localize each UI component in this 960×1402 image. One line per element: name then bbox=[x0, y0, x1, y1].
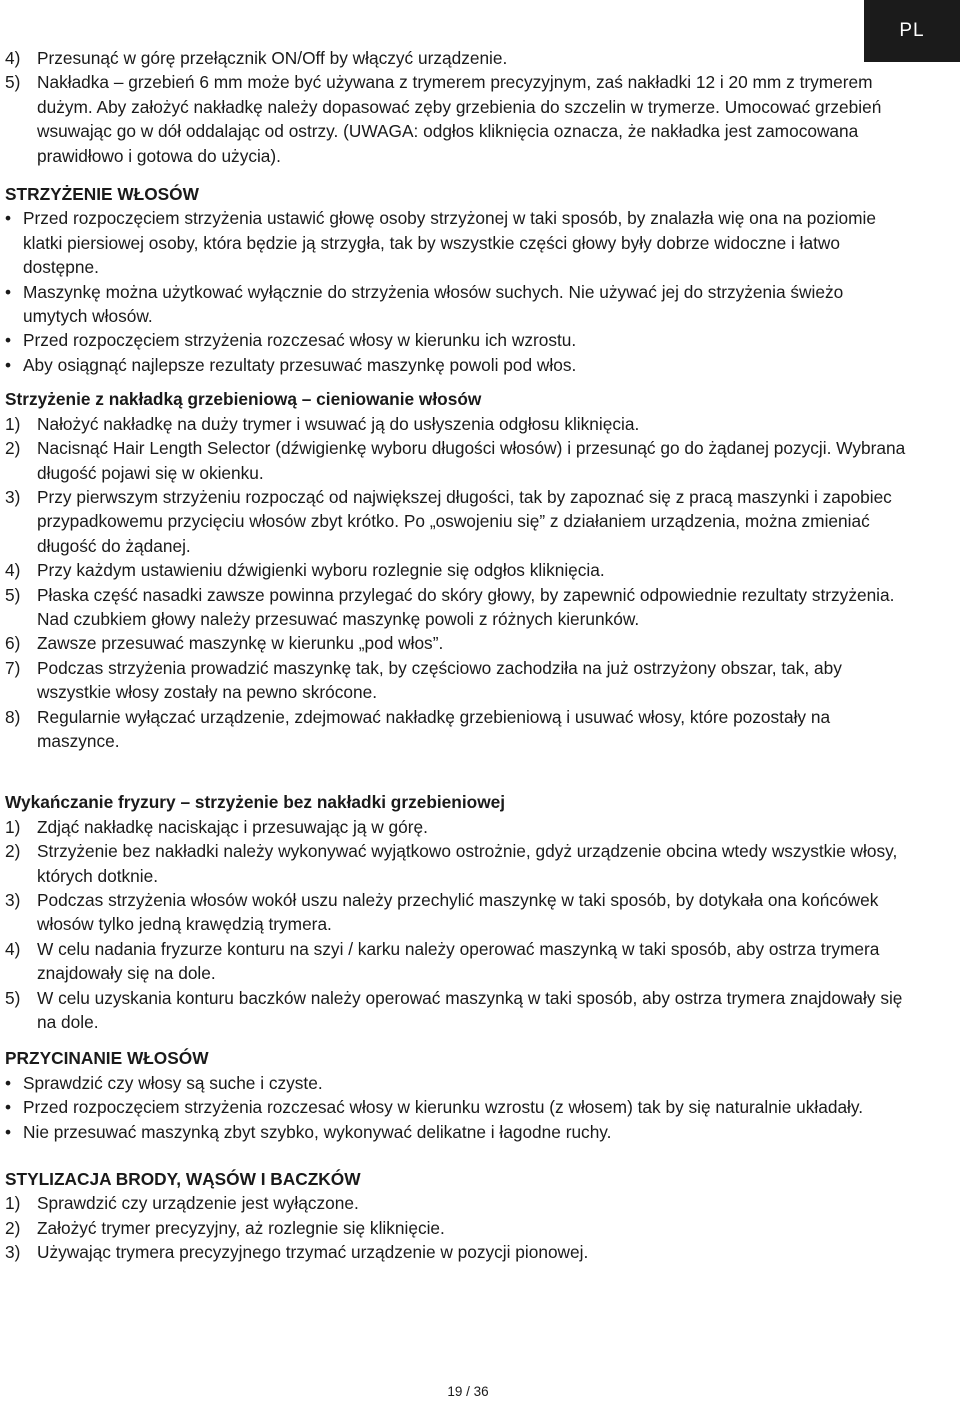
item-number: 6) bbox=[5, 633, 21, 654]
section-heading: Wykańczanie fryzury – strzyżenie bez nakładki grzebieniowej bbox=[5, 792, 506, 813]
bullet-item bbox=[5, 1120, 910, 1144]
item-number: 2) bbox=[5, 841, 21, 862]
bullet-item bbox=[5, 353, 910, 377]
page-content bbox=[5, 46, 910, 1265]
item-text: W celu uzyskania konturu baczków należy operować maszynką w taki sposób, aby ostrza trymera znajdowały się na dole. bbox=[37, 987, 903, 1033]
item-number: 4) bbox=[5, 48, 21, 68]
item-number: 3) bbox=[5, 890, 21, 910]
bullet-marker: • bbox=[5, 1121, 12, 1142]
item-text: W celu nadania fryzurze konturu na szyi / karku należy operować maszynką w taki sposób, aby ostrza trymera znajdowały się na dole. bbox=[37, 938, 880, 984]
bullet-text: Sprawdzić czy włosy są suche i czyste. bbox=[23, 1072, 323, 1093]
bullet-item bbox=[5, 1095, 910, 1119]
bullet-text: Maszynkę można użytkować wyłącznie do strzyżenia włosów suchych. Nie używać jej do strzyżenia świeżo umytych włosów. bbox=[23, 281, 844, 327]
section-heading: STYLIZACJA BRODY, WĄSÓW I BACZKÓW bbox=[5, 1169, 361, 1190]
item-number: 5) bbox=[5, 72, 21, 93]
item-text: Regularnie wyłączać urządzenie, zdejmować nakładkę grzebieniową i usuwać włosy, które pozostały na maszynce. bbox=[37, 706, 831, 751]
section-heading: PRZYCINANIE WŁOSÓW bbox=[5, 1048, 209, 1069]
bullet-marker: • bbox=[5, 330, 12, 351]
item-text: Strzyżenie bez nakładki należy wykonywać wyjątkowo ostrożnie, gdyż urządzenie obcina wtedy wszystkie włosy, których dotknie. bbox=[37, 841, 898, 886]
list-item bbox=[5, 436, 910, 485]
bullet-text: Aby osiągnąć najlepsze rezultaty przesuwać maszynkę powoli pod włos. bbox=[23, 354, 577, 375]
intro-list bbox=[5, 46, 910, 168]
item-text: Nacisnąć Hair Length Selector (dźwigienkę wyboru długości włosów) i przesunąć go do żądanej pozycji. Wybrana długość pojawi się w okienku. bbox=[37, 438, 906, 483]
list-item bbox=[5, 1240, 910, 1264]
list-item bbox=[5, 815, 910, 839]
bullet-marker: • bbox=[5, 1072, 12, 1093]
bullet-text: Nie przesuwać maszynką zbyt szybko, wykonywać delikatne i łagodne ruchy. bbox=[23, 1121, 612, 1142]
item-number: 5) bbox=[5, 584, 21, 605]
item-text: Sprawdzić czy urządzenie jest wyłączone. bbox=[37, 1193, 359, 1214]
list-item bbox=[5, 839, 910, 888]
list-item bbox=[5, 1191, 910, 1215]
section-beard-styling bbox=[5, 1167, 910, 1265]
item-text: Używając trymera precyzyjnego trzymać urządzenie w pozycji pionowej. bbox=[37, 1242, 589, 1263]
item-text: Podczas strzyżenia włosów wokół uszu należy przechylić maszynkę w taki sposób, by dotykała ona końcówek włosów tylko jedną krawędzią trymera. bbox=[37, 890, 879, 935]
item-number: 2) bbox=[5, 438, 21, 459]
item-number: 1) bbox=[5, 1193, 21, 1214]
section-heading: STRZYŻENIE WŁOSÓW bbox=[5, 184, 199, 205]
item-text: Przesunąć w górę przełącznik ON/Off by włączyć urządzenie. bbox=[37, 48, 508, 68]
bullet-marker: • bbox=[5, 1097, 12, 1118]
section-haircutting bbox=[5, 182, 910, 377]
bullet-marker: • bbox=[5, 354, 12, 375]
item-text: Płaska część nasadki zawsze powinna przylegać do skóry głowy, by zapewnić odpowiednie rezultaty strzyżenia. Nad czubkiem głowy należy przesuwać maszynkę powoli z różnych kierunków. bbox=[37, 584, 895, 629]
list-item bbox=[5, 485, 910, 558]
section-heading: Strzyżenie z nakładką grzebieniową – cieniowanie włosów bbox=[5, 389, 482, 410]
item-number: 4) bbox=[5, 938, 21, 959]
item-number: 3) bbox=[5, 1242, 21, 1263]
section-comb-attachment bbox=[5, 387, 910, 753]
bullet-item bbox=[5, 206, 910, 279]
item-number: 8) bbox=[5, 706, 21, 727]
bullet-item bbox=[5, 328, 910, 352]
list-item bbox=[5, 705, 910, 754]
list-item bbox=[5, 46, 910, 70]
bullet-marker: • bbox=[5, 281, 12, 302]
page-number: 19 / 36 bbox=[447, 1384, 489, 1399]
item-text: Zawsze przesuwać maszynkę w kierunku „pod włos”. bbox=[37, 633, 444, 654]
list-item bbox=[5, 631, 910, 655]
list-item bbox=[5, 70, 910, 168]
list-item bbox=[5, 583, 910, 632]
item-text: Podczas strzyżenia prowadzić maszynkę tak, by częściowo zachodziła na już ostrzyżony obszar, tak, aby wszystkie włosy zostały na pewno skrócone. bbox=[37, 657, 842, 703]
item-number: 4) bbox=[5, 560, 21, 581]
bullet-marker: • bbox=[5, 208, 12, 229]
item-text: Nałożyć nakładkę na duży trymer i wsuwać ją do usłyszenia odgłosu kliknięcia. bbox=[37, 413, 640, 434]
section-trimming bbox=[5, 1046, 910, 1144]
list-item bbox=[5, 1216, 910, 1240]
item-number: 2) bbox=[5, 1217, 21, 1238]
item-text: Nakładka – grzebień 6 mm może być używana z trymerem precyzyjnym, zaś nakładki 12 i 20 mm z trymerem dużym. Aby założyć nakładkę należy dopasować zęby grzebienia do szczelin w trymerze. Umocować grzebień wsuwając go w dół oddalając od ostrzy. (UWAGA: odgłos kliknięcia oznacza, że nakładka jest zamocowana prawidłowo i gotowa do użycia). bbox=[37, 72, 882, 166]
section-finishing bbox=[5, 790, 910, 1034]
item-number: 3) bbox=[5, 486, 21, 507]
bullet-text: Przed rozpoczęciem strzyżenia rozczesać włosy w kierunku wzrostu (z włosem) tak by się naturalnie układały. bbox=[23, 1097, 864, 1118]
item-text: Zdjąć nakładkę naciskając i przesuwając ją w górę. bbox=[37, 816, 428, 837]
item-number: 1) bbox=[5, 816, 21, 837]
item-number: 7) bbox=[5, 657, 21, 678]
item-text: Przy każdym ustawieniu dźwigienki wyboru rozlegnie się odgłos kliknięcia. bbox=[37, 560, 605, 581]
list-item bbox=[5, 656, 910, 705]
bullet-text: Przed rozpoczęciem strzyżenia ustawić głowę osoby strzyżonej w taki sposób, by znalazła wię ona na poziomie klatki piersiowej osoby, która będzie ją strzygła, tak by wszystkie części głowy były dobrze widoczne i łatwo dostępne. bbox=[23, 208, 876, 278]
list-item bbox=[5, 558, 910, 582]
list-item bbox=[5, 937, 910, 986]
item-text: Przy pierwszym strzyżeniu rozpocząć od największej długości, tak by zapoznać się z pracą maszynki i zapobiec przypadkowemu przycięciu włosów zbyt krótko. Po „oswojeniu się” z działaniem urządzenia, można zmieniać długość do żądanej. bbox=[37, 486, 892, 556]
list-item bbox=[5, 888, 910, 937]
item-number: 5) bbox=[5, 987, 21, 1008]
bullet-text: Przed rozpoczęciem strzyżenia rozczesać włosy w kierunku ich wzrostu. bbox=[23, 330, 577, 351]
list-item bbox=[5, 412, 910, 436]
list-item bbox=[5, 986, 910, 1035]
item-text: Założyć trymer precyzyjny, aż rozlegnie się kliknięcie. bbox=[37, 1217, 445, 1238]
item-number: 1) bbox=[5, 413, 21, 434]
bullet-item bbox=[5, 280, 910, 329]
language-tab: PL bbox=[864, 0, 960, 62]
bullet-item bbox=[5, 1071, 910, 1095]
